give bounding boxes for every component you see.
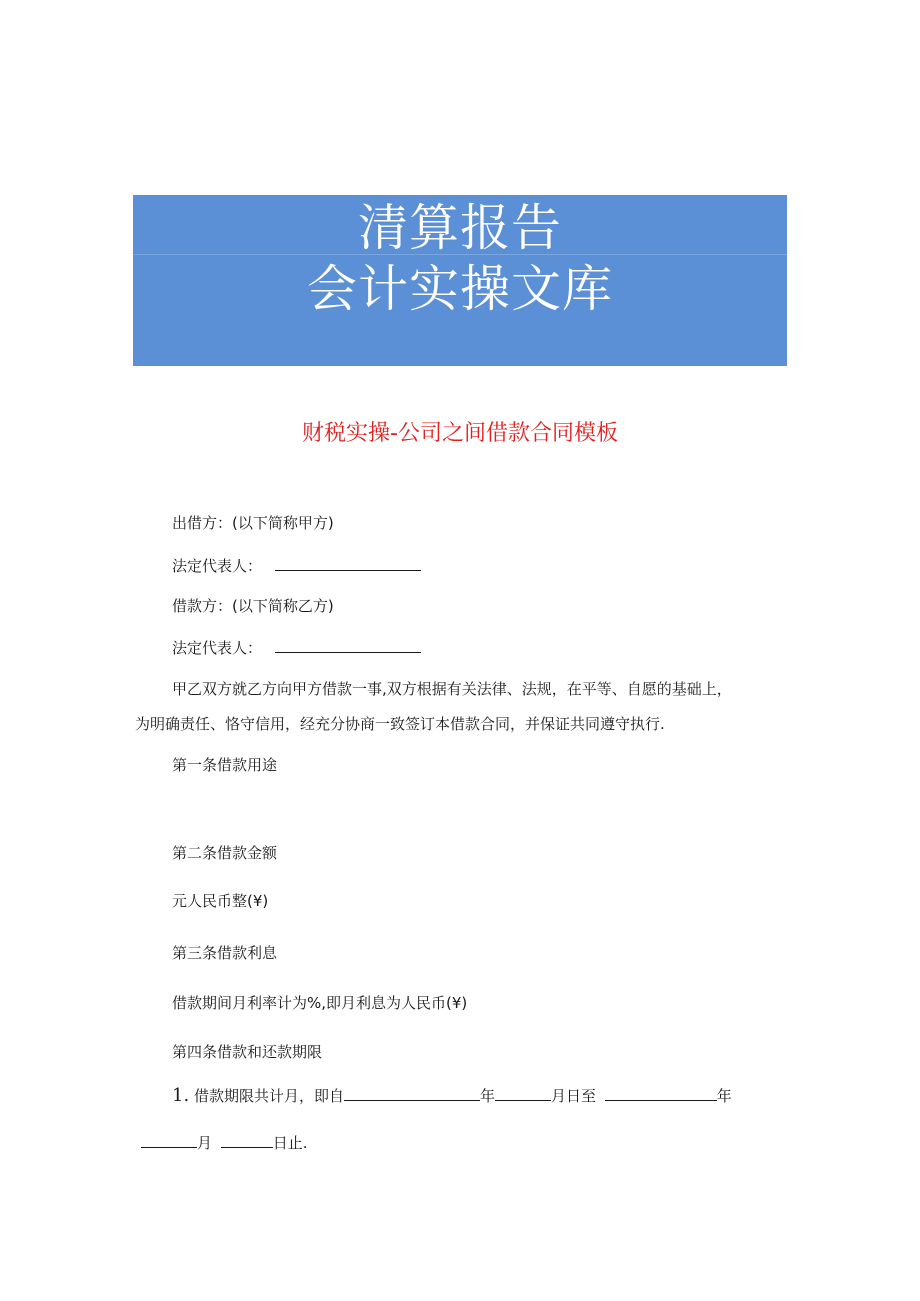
month-day-to-label: 月日至	[551, 1087, 597, 1105]
loan-term-line-1	[172, 1084, 732, 1107]
borrower-representative-line	[172, 636, 421, 659]
start-month-blank	[495, 1084, 551, 1101]
end-year-blank	[605, 1084, 717, 1101]
lender-representative-label: 法定代表人：	[172, 557, 263, 575]
header-banner	[133, 195, 787, 366]
year-label-1: 年	[479, 1087, 495, 1105]
loan-term-line-2	[141, 1131, 308, 1154]
article-1-heading: 第一条借款用途	[172, 756, 278, 774]
intro-line-2: 为明确责任、恪守信用，经充分协商一致签订本借款合同，并保证共同遵守执行.	[135, 715, 665, 733]
borrower-representative-label: 法定代表人：	[172, 639, 263, 657]
borrower-representative-blank	[275, 636, 421, 653]
end-day-blank	[221, 1131, 273, 1148]
article-2-body: 元人民币整(¥)	[172, 892, 269, 910]
item-number: 1.	[172, 1085, 190, 1106]
start-year-blank	[344, 1084, 480, 1101]
borrower-line: 借款方：(以下简称乙方)	[172, 597, 334, 615]
month-label: 月	[197, 1134, 213, 1152]
intro-line-1: 甲乙双方就乙方向甲方借款一事,双方根据有关法律、法规，在平等、自愿的基础上，	[172, 680, 732, 698]
document-title: 财税实操-公司之间借款合同模板	[302, 421, 618, 446]
article-3-heading: 第三条借款利息	[172, 944, 278, 962]
article-4-heading: 第四条借款和还款期限	[172, 1043, 323, 1061]
article-2-heading: 第二条借款金额	[172, 844, 278, 862]
lender-representative-line	[172, 554, 421, 577]
term-text: 借款期限共计月，即自	[193, 1087, 344, 1105]
day-end-label: 日止.	[272, 1134, 308, 1152]
lender-representative-blank	[275, 554, 421, 571]
banner-title-line1: 清算报告	[358, 199, 562, 257]
end-month-blank	[141, 1131, 197, 1148]
year-label-2: 年	[716, 1087, 732, 1105]
banner-title-line2: 会计实操文库	[307, 260, 613, 318]
lender-line: 出借方：(以下简称甲方)	[172, 514, 334, 532]
article-3-body: 借款期间月利率计为%,即月利息为人民币(¥)	[172, 994, 468, 1012]
